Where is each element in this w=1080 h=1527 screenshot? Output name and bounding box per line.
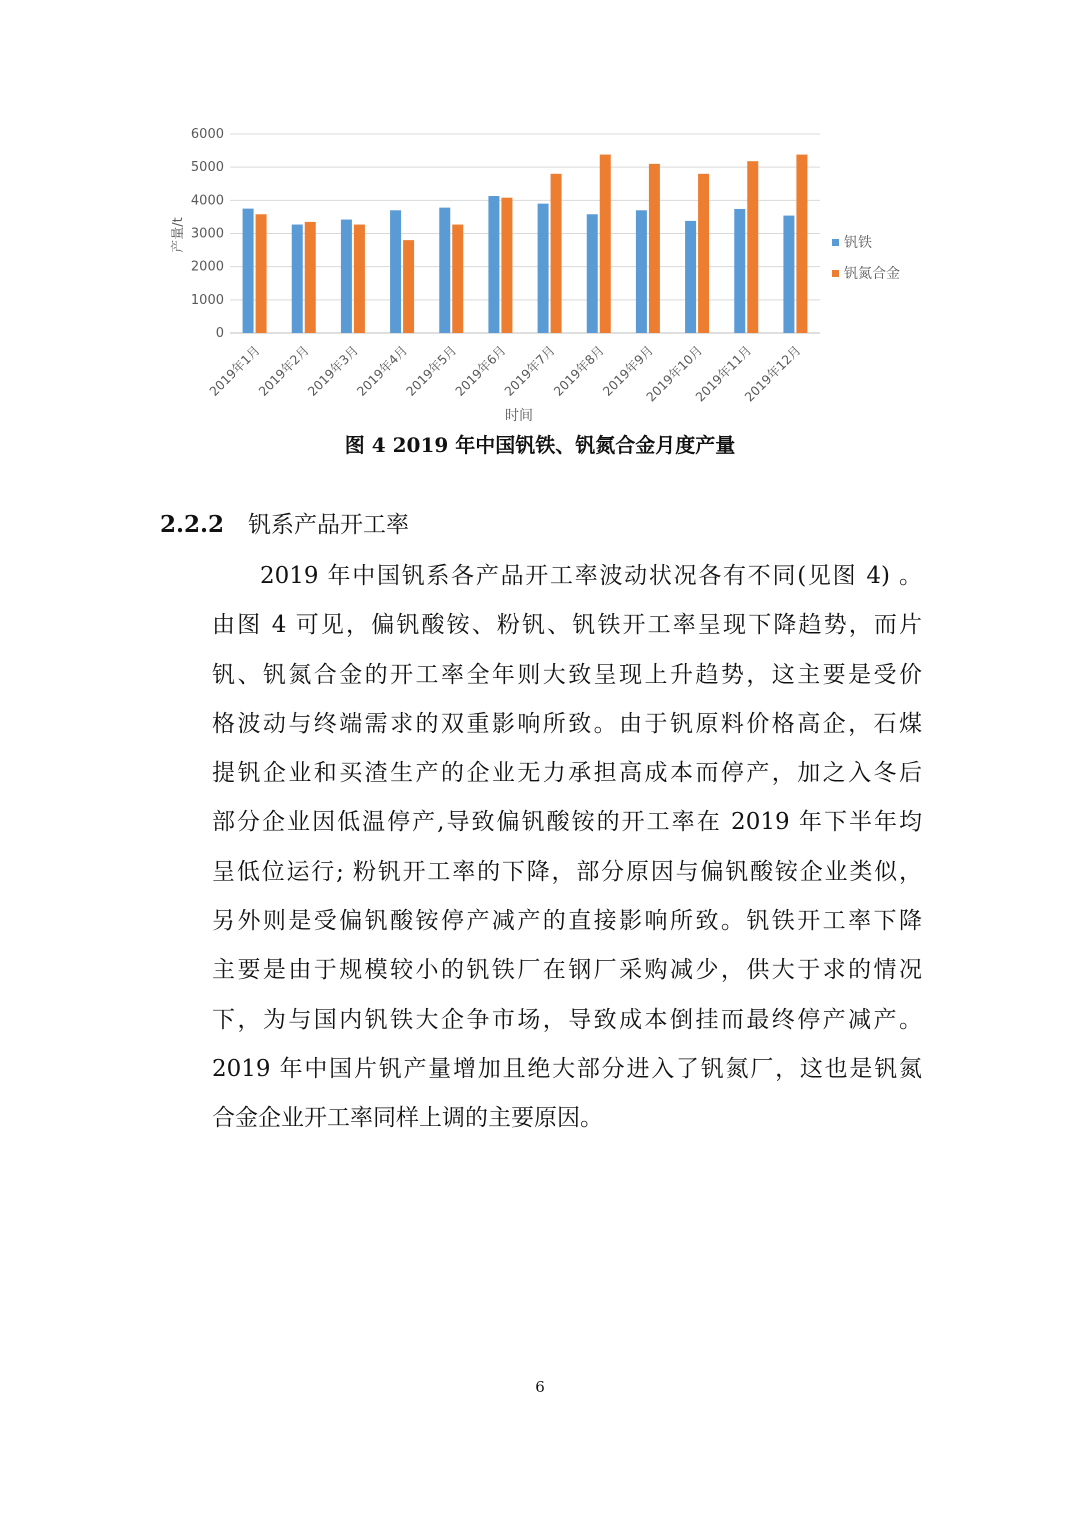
x-tick-label: 2019年7月 bbox=[501, 342, 558, 399]
legend-label-vanadium-nitrogen: 钒氮合金 bbox=[844, 266, 900, 282]
bar-vanadium-nitrogen bbox=[649, 164, 660, 333]
bar-vanadium-iron bbox=[587, 214, 598, 333]
y-tick-label: 4000 bbox=[190, 193, 224, 209]
x-tick-label: 2019年12月 bbox=[741, 342, 804, 405]
y-tick-label: 1000 bbox=[190, 292, 224, 308]
x-tick-label: 2019年10月 bbox=[643, 342, 706, 405]
x-tick-label: 2019年8月 bbox=[550, 342, 607, 399]
bar-vanadium-nitrogen bbox=[501, 198, 512, 333]
legend-swatch-vanadium-iron bbox=[832, 239, 839, 246]
paragraph-line: 由图 4 可见，偏钒酸铵、粉钒、钒铁开工率呈现下降趋势，而片 bbox=[212, 612, 922, 639]
chart-bars bbox=[243, 155, 808, 333]
y-tick-label: 3000 bbox=[190, 226, 224, 242]
paragraph-line: 提钒企业和买渣生产的企业无力承担高成本而停产，加之入冬后 bbox=[212, 760, 922, 787]
bar-vanadium-iron bbox=[783, 216, 794, 333]
bar-vanadium-nitrogen bbox=[452, 225, 463, 333]
bar-vanadium-iron bbox=[390, 210, 401, 333]
bar-vanadium-nitrogen bbox=[403, 240, 414, 333]
legend-label-vanadium-iron: 钒铁 bbox=[844, 235, 872, 251]
section-title: 钒系产品开工率 bbox=[248, 512, 410, 538]
paragraph-line: 钒、钒氮合金的开工率全年则大致呈现上升趋势，这主要是受价 bbox=[212, 661, 922, 688]
monthly-production-chart bbox=[160, 115, 940, 430]
chart-y-ticks bbox=[191, 127, 224, 341]
x-tick-label: 2019年4月 bbox=[353, 342, 411, 399]
x-tick-label: 2019年6月 bbox=[452, 342, 509, 399]
body-paragraph bbox=[212, 552, 922, 1144]
paragraph-line: 合金企业开工率同样上调的主要原因。 bbox=[212, 1105, 603, 1132]
chart-y-axis-label: 产量/t bbox=[171, 217, 186, 253]
bar-vanadium-nitrogen bbox=[551, 174, 562, 333]
bar-vanadium-nitrogen bbox=[796, 155, 807, 333]
paragraph-line: 下，为与国内钒铁大企争市场，导致成本倒挂而最终停产减产。 bbox=[212, 1006, 922, 1033]
chart-x-ticks bbox=[206, 343, 803, 405]
paragraph-line: 部分企业因低温停产,导致偏钒酸铵的开工率在 2019 年下半年均 bbox=[212, 809, 922, 836]
legend-swatch-vanadium-nitrogen bbox=[832, 270, 839, 277]
chart-legend bbox=[832, 234, 900, 282]
page-number: 6 bbox=[535, 1378, 545, 1396]
bar-vanadium-iron bbox=[538, 204, 549, 333]
paragraph-line: 格波动与终端需求的双重影响所致。由于钒原料价格高企，石煤 bbox=[212, 710, 922, 737]
bar-vanadium-iron bbox=[243, 209, 254, 333]
x-tick-label: 2019年2月 bbox=[255, 342, 312, 399]
y-tick-label: 6000 bbox=[190, 127, 224, 142]
paragraph-line: 呈低位运行; 粉钒开工率的下降，部分原因与偏钒酸铵企业类似， bbox=[212, 858, 922, 885]
bar-vanadium-nitrogen bbox=[747, 161, 758, 333]
x-tick-label: 2019年3月 bbox=[304, 342, 362, 399]
y-tick-label: 0 bbox=[215, 326, 224, 341]
x-tick-label: 2019年5月 bbox=[402, 342, 460, 399]
x-tick-label: 2019年11月 bbox=[692, 342, 755, 405]
bar-vanadium-nitrogen bbox=[256, 214, 267, 333]
chart-x-axis-label: 时间 bbox=[505, 408, 533, 424]
x-tick-label: 2019年1月 bbox=[206, 342, 263, 399]
chart-gridlines bbox=[230, 134, 820, 333]
paragraph-line: 另外则是受偏钒酸铵停产减产的直接影响所致。钒铁开工率下降 bbox=[212, 908, 922, 935]
bar-vanadium-iron bbox=[439, 208, 450, 333]
y-tick-label: 5000 bbox=[190, 160, 224, 176]
y-tick-label: 2000 bbox=[190, 259, 224, 275]
bar-vanadium-iron bbox=[685, 221, 696, 333]
bar-vanadium-iron bbox=[292, 225, 303, 333]
x-tick-label: 2019年9月 bbox=[599, 342, 657, 399]
bar-vanadium-nitrogen bbox=[354, 225, 365, 333]
bar-vanadium-nitrogen bbox=[698, 174, 709, 333]
bar-vanadium-iron bbox=[341, 220, 352, 333]
paragraph-line: 2019 年中国钒系各产品开工率波动状况各有不同(见图 4) 。 bbox=[260, 563, 922, 589]
section-heading bbox=[160, 506, 409, 539]
paragraph-line: 2019 年中国片钒产量增加且绝大部分进入了钒氮厂，这也是钒氮 bbox=[212, 1055, 922, 1082]
bar-vanadium-iron bbox=[636, 210, 647, 333]
bar-vanadium-iron bbox=[734, 209, 745, 333]
bar-vanadium-nitrogen bbox=[305, 222, 316, 333]
bar-vanadium-nitrogen bbox=[600, 155, 611, 333]
paragraph-line: 主要是由于规模较小的钒铁厂在钢厂采购减少，供大于求的情况 bbox=[212, 957, 922, 984]
section-number: 2.2.2 bbox=[160, 511, 225, 538]
figure-caption: 图 4 2019 年中国钒铁、钒氮合金月度产量 bbox=[344, 433, 736, 457]
bar-vanadium-iron bbox=[488, 196, 499, 333]
